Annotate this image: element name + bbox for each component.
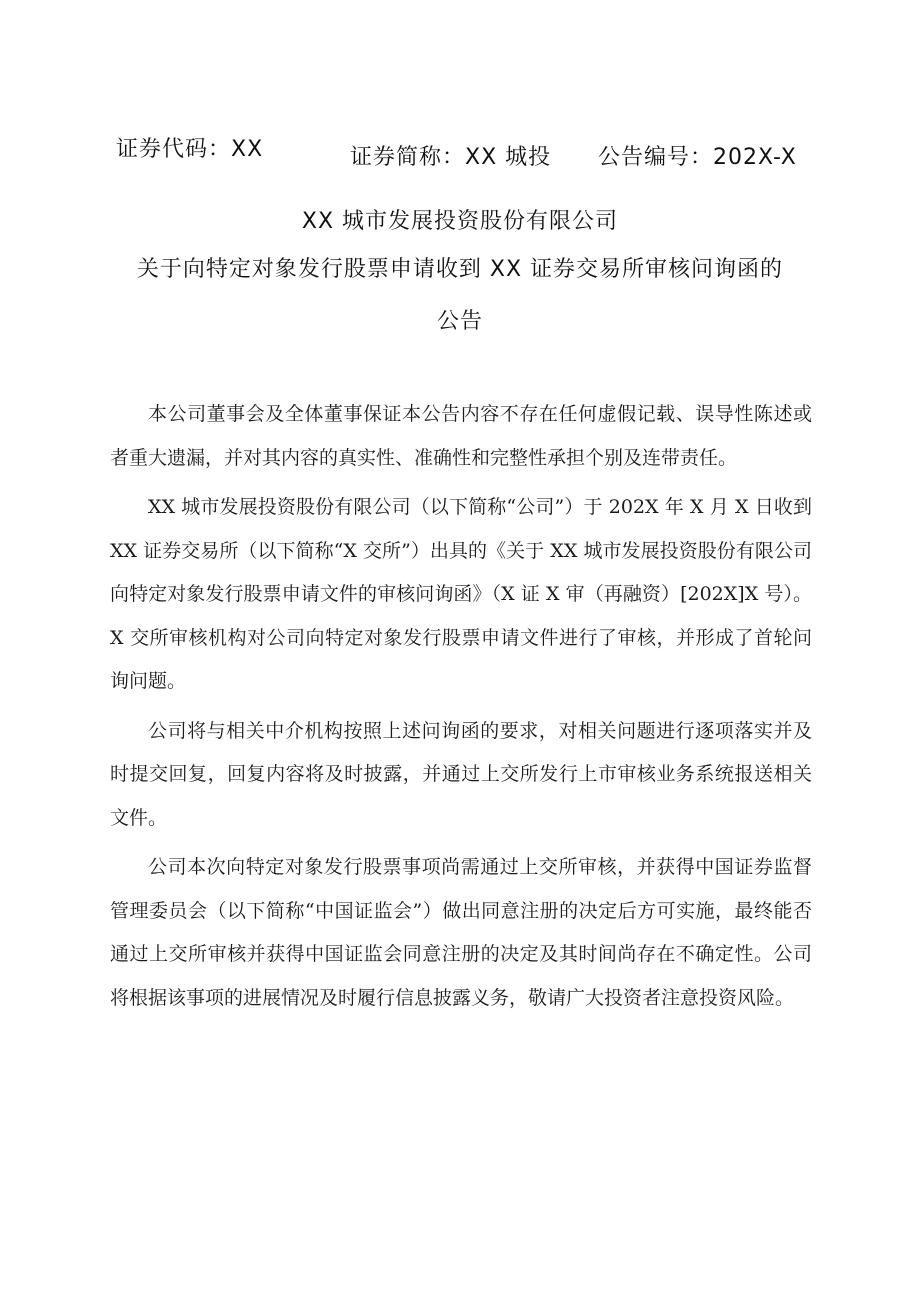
stock-code: 证券代码：XX [116,137,264,162]
stock-short-name: 证券简称：XX 城投 [350,145,552,170]
announcement-number: 公告编号：202X-X [598,145,797,170]
paragraph-inquiry-received: XX 城市发展投资股份有限公司（以下简称“公司”）于 202X 年 X 月 X 日收到 XX 证券交易所（以下简称“X 交所”）出具的《关于 XX 城市发展投资股份有限公司向特定对象发行股票申请文件的审核问询函》（X 证 X 审（再融资）[202X]X 号）。X 交所审核机构对公司向特定对象发行股票申请文件进行了审核，并形成了首轮问询问题。 [110,496,812,692]
paragraph-reply-plan: 公司将与相关中介机构按照上述问询函的要求，对相关问题进行逐项落实并及时提交回复，回复内容将及时披露，并通过上交所发行上市审核业务系统报送相关文件。 [110,719,812,829]
title-subject: 关于向特定对象发行股票申请收到 XX 证券交易所审核问询函的 [136,257,784,282]
title-announcement: 公告 [436,309,483,334]
paragraph-board-statement: 本公司董事会及全体董事保证本公告内容不存在任何虚假记载、误导性陈述或者重大遗漏，并对其内容的真实性、准确性和完整性承担个别及连带责任。 [110,403,812,469]
announcement-title [0,200,920,348]
announcement-header [0,128,920,168]
title-company-name: XX 城市发展投资股份有限公司 [301,209,619,234]
paragraph-risk-notice: 公司本次向特定对象发行股票事项尚需通过上交所审核，并获得中国证券监督管理委员会（以下简称“中国证监会”）做出同意注册的决定后方可实施，最终能否通过上交所审核并获得中国证监会同意注册的决定及其时间尚存在不确定性。公司将根据该事项的进展情况及时履行信息披露义务，敬请广大投资者注意投资风险。 [110,856,812,1009]
announcement-body [110,393,812,1026]
